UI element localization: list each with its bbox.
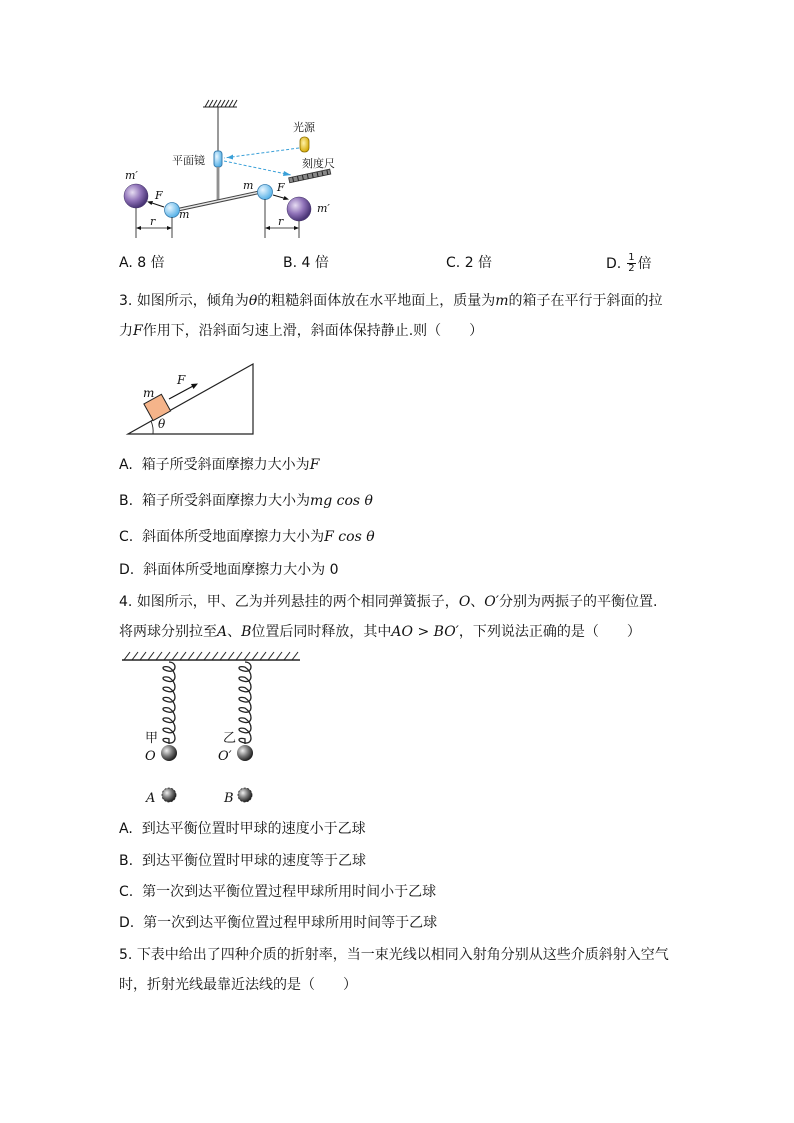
mirror <box>214 151 222 167</box>
q2-option-c: C. 2 倍 <box>446 255 493 271</box>
torsion-balance-figure <box>115 95 355 245</box>
q2-option-d: D. 1 2 倍 <box>606 252 652 274</box>
q3-option-d: D. 斜面体所受地面摩擦力大小为 0 <box>119 562 339 578</box>
spring-jia <box>163 662 175 744</box>
label-m-prime-right: m′ <box>317 202 330 215</box>
ceiling-hatch <box>122 652 300 660</box>
q4-option-d: D. 第一次到达平衡位置过程甲球所用时间等于乙球 <box>119 915 438 931</box>
q4-stem-line1: 4. 如图所示，甲、乙为并列悬挂的两个相同弹簧振子，O、O′分别为两振子的平衡位置. <box>119 594 658 610</box>
label-r-right: r <box>278 215 284 228</box>
label-theta: θ <box>158 417 166 431</box>
ball-position-B <box>238 788 252 802</box>
q4-option-a: A. 到达平衡位置时甲球的速度小于乙球 <box>119 821 366 837</box>
light-rays <box>224 148 299 175</box>
label-jia: 甲 <box>145 731 159 746</box>
ball-yi <box>237 745 253 761</box>
small-ball-left <box>165 203 180 218</box>
q5-stem-line1: 5. 下表中给出了四种介质的折射率，当一束光线以相同入射角分别从这些介质斜射入空气 <box>119 947 669 963</box>
label-m-prime-left: m′ <box>125 169 138 182</box>
q3-stem-line2: 力F作用下，沿斜面匀速上滑，斜面体保持静止.则（ ） <box>119 323 484 339</box>
q3-option-a: A. 箱子所受斜面摩擦力大小为F <box>119 457 320 473</box>
ball-position-A <box>162 788 176 802</box>
label-O: O <box>145 749 156 764</box>
label-O-prime: O′ <box>218 749 232 764</box>
fraction: 1 2 <box>628 252 635 274</box>
label-light-source: 光源 <box>293 121 315 134</box>
ball-jia <box>161 745 177 761</box>
label-F-right: F <box>277 181 285 194</box>
small-ball-right <box>258 185 273 200</box>
label-m-left: m <box>179 208 190 221</box>
scale-ruler <box>289 169 331 183</box>
q5-stem-line2: 时，折射光线最靠近法线的是（ ） <box>119 977 357 993</box>
label-m: m <box>143 386 155 400</box>
big-ball-left <box>124 184 148 208</box>
light-source <box>300 137 309 152</box>
label-r-left: r <box>150 215 156 228</box>
label-yi: 乙 <box>223 731 237 746</box>
force-arrow-F <box>169 385 195 399</box>
q2-option-a: A. 8 倍 <box>119 255 165 271</box>
spring-yi <box>239 662 251 744</box>
q3-option-c: C. 斜面体所受地面摩擦力大小为F cos θ <box>119 529 375 545</box>
q2-option-b: B. 4 倍 <box>283 255 329 271</box>
q3-stem-line1: 3. 如图所示，倾角为θ的粗糙斜面体放在水平地面上，质量为m的箱子在平行于斜面的拉 <box>119 293 663 309</box>
label-F-left: F <box>155 189 163 202</box>
ceiling-hatch <box>203 100 237 107</box>
label-A: A <box>146 791 156 806</box>
spring-oscillators-figure <box>118 648 303 810</box>
label-scale: 刻度尺 <box>302 157 335 170</box>
q3-option-b: B. 箱子所受斜面摩擦力大小为mg cos θ <box>119 493 373 509</box>
q4-option-c: C. 第一次到达平衡位置过程甲球所用时间小于乙球 <box>119 884 437 900</box>
q4-stem-line2: 将两球分别拉至A、B位置后同时释放，其中AO > BO′，下列说法正确的是（ ） <box>119 624 641 640</box>
label-B: B <box>224 791 234 806</box>
label-m-right: m <box>243 179 254 192</box>
label-mirror: 平面镜 <box>172 154 205 167</box>
label-F: F <box>177 373 186 387</box>
big-ball-right <box>287 197 311 221</box>
incline-figure <box>125 362 260 440</box>
q4-option-b: B. 到达平衡位置时甲球的速度等于乙球 <box>119 853 366 869</box>
